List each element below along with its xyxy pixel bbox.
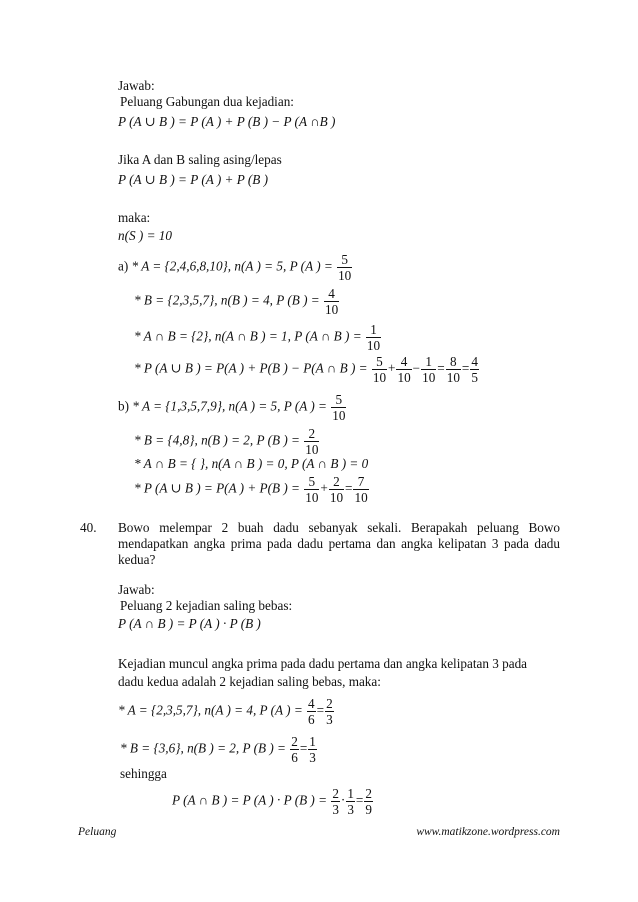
- fraction: $\frac{4}{10}$: [325, 286, 339, 317]
- sample-space-size: n(S ) = 10: [118, 228, 172, 243]
- answer-label: Jawab:: [118, 78, 155, 93]
- independent-heading: Peluang 2 kejadian saling bebas:: [120, 598, 293, 613]
- union-heading: Peluang Gabungan dua kejadian:: [120, 94, 294, 109]
- q40-line-a: * A = {2,3,5,7}, n(A ) = 4, P (A ) = $\frac{4}{6}$ = $\frac{2}{3}$: [118, 696, 333, 727]
- disjoint-text: Jika A dan B saling asing/lepas: [118, 152, 282, 167]
- footer-topic: Peluang: [78, 826, 117, 838]
- part-b-line-4: * P (A ∪ B ) = P(A ) + P(B ) = $\frac{5}{10}$ + $\frac{2}{10}$ = $\frac{7}{10}$: [134, 474, 368, 505]
- fraction: $\frac{5}{10}$: [305, 474, 319, 505]
- union-formula: P (A ∪ B ) = P (A ) + P (B ) − P (A ∩B ): [118, 114, 336, 129]
- part-a-label: a): [118, 258, 129, 274]
- fraction: $\frac{1}{10}$: [366, 322, 381, 353]
- sehingga-label: sehingga: [120, 766, 167, 781]
- fraction: $\frac{2}{10}$: [329, 474, 344, 505]
- fraction: $\frac{1}{3}$: [309, 734, 316, 765]
- question-text: Bowo melempar 2 buah dadu sebanyak sekali. Berapakah peluang Bowo mendapatkan angka prima pada dadu pertama dan angka kelipatan 3 pada dadu kedua?: [118, 520, 560, 567]
- part-b-label: b): [118, 398, 129, 414]
- footer-url: www.matikzone.wordpress.com: [416, 826, 560, 838]
- explanation-line-2: dadu kedua adalah 2 kejadian saling bebas, maka:: [118, 674, 381, 689]
- fraction: $\frac{5}{10}$: [372, 354, 387, 385]
- question-number: 40.: [80, 520, 97, 535]
- fraction: $\frac{8}{10}$: [446, 354, 460, 385]
- fraction: $\frac{2}{6}$: [291, 734, 298, 765]
- a1-expression: * A = {2,4,6,8,10}, n(A ) = 5, P (A ) =: [131, 258, 333, 274]
- part-b-line-3: * A ∩ B = { }, n(A ∩ B ) = 0, P (A ∩ B ) = 0: [134, 456, 369, 471]
- fraction: $\frac{5}{10}$: [332, 392, 346, 423]
- part-b-line-1: b) * A = {1,3,5,7,9}, n(A ) = 5, P (A ) = $\frac{5}{10}$: [118, 392, 346, 423]
- part-a-line-3: * A ∩ B = {2}, n(A ∩ B ) = 1, P (A ∩ B ) = $\frac{1}{10}$: [134, 322, 381, 353]
- part-a-line-4: * P (A ∪ B ) = P(A ) + P(B ) − P(A ∩ B ) = $\frac{5}{10}$ + $\frac{4}{10}$ − $\frac{1}{10}$ = $\frac{8}{10}$ = $\frac{4}{5}$: [134, 354, 478, 385]
- fraction: $\frac{2}{3}$: [332, 786, 339, 817]
- maka-label: maka:: [118, 210, 151, 225]
- fraction: $\frac{4}{10}$: [397, 354, 411, 385]
- fraction: $\frac{2}{10}$: [305, 426, 319, 457]
- fraction: $\frac{4}{6}$: [308, 696, 315, 727]
- fraction: $\frac{5}{10}$: [338, 252, 352, 283]
- q40-answer-label: Jawab:: [118, 582, 155, 597]
- independent-formula: P (A ∩ B ) = P (A ) · P (B ): [118, 616, 261, 631]
- fraction: $\frac{2}{9}$: [365, 786, 372, 817]
- explanation-line-1: Kejadian muncul angka prima pada dadu pertama dan angka kelipatan 3 pada: [118, 656, 528, 671]
- fraction: $\frac{1}{10}$: [422, 354, 436, 385]
- disjoint-formula: P (A ∪ B ) = P (A ) + P (B ): [118, 172, 268, 187]
- fraction: $\frac{4}{5}$: [471, 354, 478, 385]
- fraction: $\frac{7}{10}$: [354, 474, 368, 505]
- part-b-line-2: * B = {4,8}, n(B ) = 2, P (B ) = $\frac{2}{10}$: [134, 426, 319, 457]
- fraction: $\frac{1}{3}$: [347, 786, 354, 817]
- fraction: $\frac{2}{3}$: [326, 696, 333, 727]
- q40-line-b: * B = {3,6}, n(B ) = 2, P (B ) = $\frac{2}{6}$ = $\frac{1}{3}$: [120, 734, 316, 765]
- final-result: P (A ∩ B ) = P (A ) · P (B ) = $\frac{2}{3}$ · $\frac{1}{3}$ = $\frac{2}{9}$: [172, 786, 372, 817]
- part-a-line-2: * B = {2,3,5,7}, n(B ) = 4, P (B ) = $\frac{4}{10}$: [134, 286, 339, 317]
- part-a-line-1: [118, 252, 353, 283]
